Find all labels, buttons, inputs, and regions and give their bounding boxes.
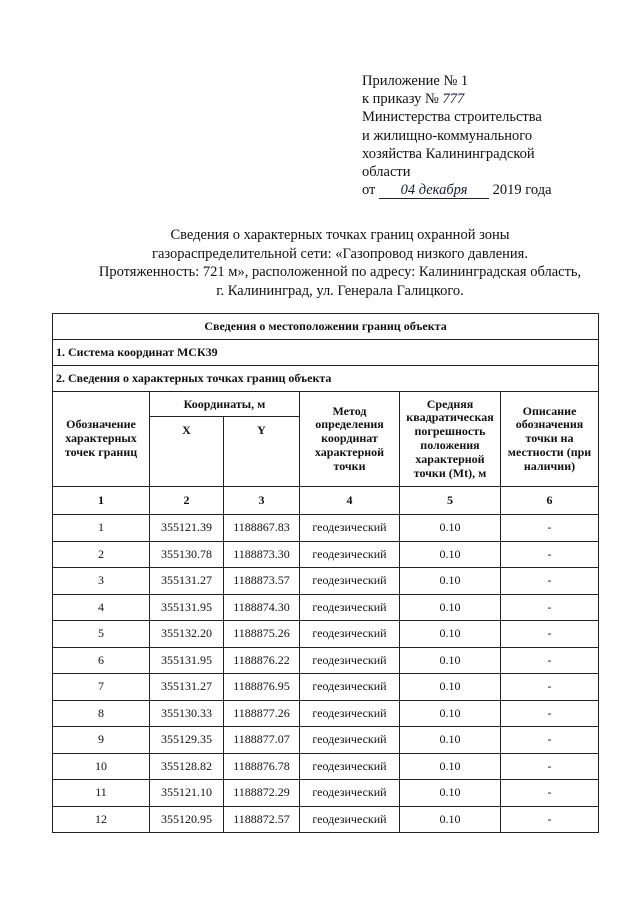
cell-description: -	[501, 727, 599, 754]
table-row	[53, 594, 599, 621]
cell-y-coordinate: 1188876.78	[224, 753, 300, 780]
cell-method: геодезический	[300, 568, 400, 595]
cell-point-number: 9	[53, 727, 150, 754]
cell-x-coordinate: 355131.95	[150, 594, 224, 621]
cell-method: геодезический	[300, 594, 400, 621]
cell-y-coordinate: 1188877.26	[224, 700, 300, 727]
table-row	[53, 727, 599, 754]
cell-description: -	[501, 647, 599, 674]
column-number-row	[53, 487, 599, 515]
col-number-4: 4	[300, 487, 400, 515]
cell-point-number: 3	[53, 568, 150, 595]
cell-method: геодезический	[300, 515, 400, 542]
cell-method: геодезический	[300, 780, 400, 807]
cell-x-coordinate: 355120.95	[150, 806, 224, 833]
cell-description: -	[501, 621, 599, 648]
cell-y-coordinate: 1188876.22	[224, 647, 300, 674]
appendix-block	[362, 72, 602, 199]
cell-y-coordinate: 1188873.57	[224, 568, 300, 595]
cell-description: -	[501, 568, 599, 595]
cell-error: 0.10	[400, 594, 501, 621]
cell-point-number: 8	[53, 700, 150, 727]
ministry-line-1: Министерства строительства	[362, 109, 542, 126]
cell-error: 0.10	[400, 806, 501, 833]
cell-x-coordinate: 355131.27	[150, 674, 224, 701]
title-line-3: Протяженность: 721 м», расположенной по адресу: Калининградская область,	[98, 264, 582, 281]
cell-description: -	[501, 753, 599, 780]
col-y-header: Y	[224, 417, 300, 487]
cell-x-coordinate: 355121.39	[150, 515, 224, 542]
cell-x-coordinate: 355132.20	[150, 621, 224, 648]
col-number-5: 5	[400, 487, 501, 515]
cell-y-coordinate: 1188875.26	[224, 621, 300, 648]
cell-point-number: 4	[53, 594, 150, 621]
cell-x-coordinate: 355131.95	[150, 647, 224, 674]
order-prefix: к приказу №	[362, 91, 439, 108]
cell-point-number: 7	[53, 674, 150, 701]
cell-method: геодезический	[300, 753, 400, 780]
table-row	[53, 753, 599, 780]
ministry-line-3: хозяйства Калининградской	[362, 145, 535, 162]
cell-x-coordinate: 355131.27	[150, 568, 224, 595]
cell-description: -	[501, 780, 599, 807]
cell-x-coordinate: 355121.10	[150, 780, 224, 807]
date-prefix: от	[362, 182, 376, 199]
cell-method: геодезический	[300, 647, 400, 674]
cell-method: геодезический	[300, 727, 400, 754]
cell-point-number: 12	[53, 806, 150, 833]
table-header-main: Сведения о местоположении границ объекта	[53, 314, 599, 340]
col-point-header: Обозначение характерных точек границ	[53, 392, 150, 487]
table-row	[53, 621, 599, 648]
cell-y-coordinate: 1188877.07	[224, 727, 300, 754]
table-row	[53, 568, 599, 595]
table-row	[53, 780, 599, 807]
cell-y-coordinate: 1188872.57	[224, 806, 300, 833]
col-number-2: 2	[150, 487, 224, 515]
cell-method: геодезический	[300, 700, 400, 727]
cell-method: геодезический	[300, 806, 400, 833]
title-line-1: Сведения о характерных точках границ охранной зоны	[170, 227, 510, 243]
cell-description: -	[501, 594, 599, 621]
cell-error: 0.10	[400, 541, 501, 568]
table-header-row	[53, 314, 599, 340]
cell-error: 0.10	[400, 727, 501, 754]
cell-error: 0.10	[400, 621, 501, 648]
col-error-header: Средняя квадратическая погрешность положения характерной точки (Mt), м	[400, 392, 501, 487]
cell-y-coordinate: 1188876.95	[224, 674, 300, 701]
cell-error: 0.10	[400, 647, 501, 674]
ministry-line-4: области	[362, 164, 411, 181]
table-row	[53, 515, 599, 542]
order-line	[362, 90, 602, 108]
cell-description: -	[501, 515, 599, 542]
table-row	[53, 806, 599, 833]
cell-error: 0.10	[400, 674, 501, 701]
date-line	[362, 181, 602, 199]
cell-error: 0.10	[400, 700, 501, 727]
cell-description: -	[501, 700, 599, 727]
cell-method: геодезический	[300, 541, 400, 568]
title-line-2: газораспределительной сети: «Газопровод низкого давления.	[152, 245, 528, 262]
date-handwritten	[379, 182, 489, 199]
cell-y-coordinate: 1188873.30	[224, 541, 300, 568]
cell-error: 0.10	[400, 753, 501, 780]
date-day: 04	[400, 182, 416, 199]
col-x-header: X	[150, 417, 224, 487]
cell-x-coordinate: 355130.78	[150, 541, 224, 568]
section-points-info: 2. Сведения о характерных точках границ объекта	[53, 366, 599, 392]
cell-description: -	[501, 806, 599, 833]
date-month: декабря	[418, 182, 468, 199]
table-row	[53, 674, 599, 701]
date-year: 2019 года	[492, 182, 552, 199]
cell-point-number: 6	[53, 647, 150, 674]
cell-x-coordinate: 355130.33	[150, 700, 224, 727]
cell-y-coordinate: 1188872.29	[224, 780, 300, 807]
cell-point-number: 10	[53, 753, 150, 780]
col-coords-header: Координаты, м	[150, 392, 300, 417]
cell-x-coordinate: 355128.82	[150, 753, 224, 780]
section-1-row	[53, 340, 599, 366]
cell-description: -	[501, 541, 599, 568]
title-line-4: г. Калининград, ул. Генерала Галицкого.	[216, 282, 464, 299]
cell-point-number: 1	[53, 515, 150, 542]
cell-y-coordinate: 1188867.83	[224, 515, 300, 542]
ministry-line-2: и жилищно-коммунального	[362, 127, 533, 144]
order-number: 777	[442, 91, 465, 108]
cell-point-number: 11	[53, 780, 150, 807]
column-header-row-1	[53, 392, 599, 417]
table-row	[53, 700, 599, 727]
table-row	[53, 541, 599, 568]
cell-point-number: 5	[53, 621, 150, 648]
col-number-1: 1	[53, 487, 150, 515]
cell-method: геодезический	[300, 621, 400, 648]
appendix-title: Приложение № 1	[362, 73, 469, 89]
section-2-row	[53, 366, 599, 392]
cell-error: 0.10	[400, 568, 501, 595]
col-number-6: 6	[501, 487, 599, 515]
col-desc-header: Описание обозначения точки на местности (при наличии)	[501, 392, 599, 487]
table-row	[53, 647, 599, 674]
cell-error: 0.10	[400, 780, 501, 807]
cell-method: геодезический	[300, 674, 400, 701]
cell-error: 0.10	[400, 515, 501, 542]
cell-description: -	[501, 674, 599, 701]
cell-point-number: 2	[53, 541, 150, 568]
col-number-3: 3	[224, 487, 300, 515]
cell-x-coordinate: 355129.35	[150, 727, 224, 754]
cell-y-coordinate: 1188874.30	[224, 594, 300, 621]
col-method-header: Метод определения координат характерной точки	[300, 392, 400, 487]
boundary-points-table	[52, 313, 599, 833]
section-coordinate-system: 1. Система координат МСК39	[53, 340, 599, 366]
table-body	[53, 515, 599, 833]
document-title	[60, 226, 620, 300]
